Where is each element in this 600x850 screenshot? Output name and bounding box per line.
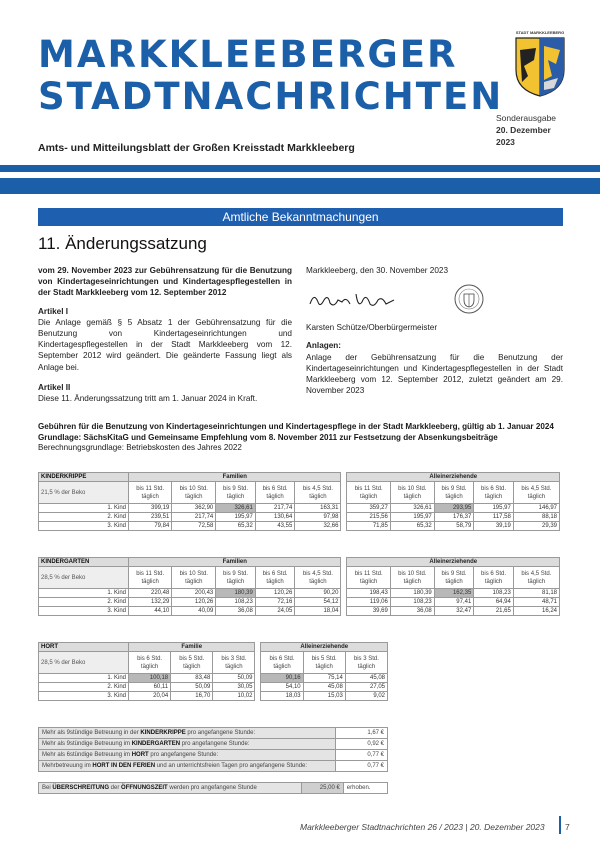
- place-date: Markkleeberg, den 30. November 2023: [306, 266, 448, 275]
- cell: 32,66: [295, 522, 341, 531]
- cell: 117,58: [474, 513, 514, 522]
- fee-table-kindergarten: [38, 557, 560, 616]
- signer-name: Karsten Schütze/Oberbürgermeister: [306, 323, 438, 333]
- col-header: bis 6 Std. täglich: [474, 567, 514, 589]
- cell: 195,97: [216, 513, 256, 522]
- cell: 359,27: [347, 504, 390, 513]
- cell: 326,61: [216, 504, 256, 513]
- cell: 48,71: [513, 598, 559, 607]
- cell: 29,39: [513, 522, 559, 531]
- cell: 100,18: [129, 674, 171, 683]
- table-row: [39, 683, 388, 692]
- cell: 27,05: [345, 683, 387, 692]
- cell: 36,08: [216, 607, 256, 616]
- row-label: 1. Kind: [39, 674, 129, 683]
- col-header: bis 5 Std. täglich: [171, 652, 213, 674]
- cell: 108,23: [390, 598, 434, 607]
- article-2-text: Diese 11. Änderungssatzung tritt am 1. Januar 2024 in Kraft.: [38, 394, 258, 404]
- cell: 146,97: [513, 504, 559, 513]
- cell: 90,16: [261, 674, 303, 683]
- col-header: bis 11 Std. täglich: [347, 482, 390, 504]
- cell: 162,35: [434, 589, 474, 598]
- left-column: [38, 265, 292, 404]
- row-label: 2. Kind: [39, 598, 129, 607]
- cell: 200,43: [172, 589, 216, 598]
- table-intro-line-3: Berechnungsgrundlage: Betriebskosten des Jahres 2022: [38, 443, 242, 453]
- col-header: bis 11 Std. täglich: [129, 567, 172, 589]
- extra-charge-value: 1,67 €: [336, 728, 388, 739]
- edition-info: [496, 112, 572, 148]
- extra-charge-value: 0,77 €: [336, 761, 388, 772]
- col-header: bis 3 Std. täglich: [213, 652, 255, 674]
- article-heading: 11. Änderungssatzung: [38, 234, 207, 253]
- row-label: 3. Kind: [39, 692, 129, 701]
- signature-row: [306, 284, 563, 320]
- hort-basis: 28,5 % der Beko: [39, 652, 129, 674]
- cell: 132,29: [129, 598, 172, 607]
- col-header: bis 4,5 Std. täglich: [513, 482, 559, 504]
- cell: 217,74: [172, 513, 216, 522]
- footer-text: Markkleeberger Stadtnachrichten 26 / 2023 | 20. Dezember 2023: [300, 822, 545, 832]
- cell: 215,56: [347, 513, 390, 522]
- table-intro: [38, 422, 563, 454]
- kindergarten-basis: 28,5 % der Beko: [39, 567, 129, 589]
- table-row: [39, 692, 388, 701]
- col-header: bis 9 Std. täglich: [434, 482, 474, 504]
- attachments-text: Anlage der Gebührensatzung für die Benutzung der Kindertageseinrichtungen und Kindertagespflegestellen in der Stadt Markkleeberg vom 12. September 2012, zuletzt geändert am 29. November 2023: [306, 352, 563, 396]
- table-row: [39, 522, 560, 531]
- cell: 399,19: [129, 504, 172, 513]
- extra-charge-text: Mehr als 6stündige Betreuung im HORT pro angefangene Stunde:: [39, 750, 336, 761]
- cell: 36,08: [390, 607, 434, 616]
- cell: 21,65: [474, 607, 514, 616]
- cell: 120,26: [172, 598, 216, 607]
- cell: 71,85: [347, 522, 390, 531]
- cell: 198,43: [347, 589, 390, 598]
- table-row: [39, 598, 560, 607]
- col-header: bis 10 Std. täglich: [390, 567, 434, 589]
- section-banner: Amtliche Bekanntmachungen: [38, 208, 563, 226]
- cell: 16,24: [513, 607, 559, 616]
- cell: 180,39: [216, 589, 256, 598]
- signature-icon: [308, 288, 398, 312]
- extra-charges-table: [38, 727, 388, 772]
- table-intro-line-2: Grundlage: SächsKitaG und Gemeinsame Empfehlung vom 8. November 2011 zur Festsetzung der Absenkungsbeiträge: [38, 432, 498, 442]
- cell: 65,32: [390, 522, 434, 531]
- col-header: bis 11 Std. täglich: [347, 567, 390, 589]
- row-label: 1. Kind: [39, 589, 129, 598]
- krippe-title: KINDERKRIPPE: [39, 473, 129, 482]
- col-header: bis 10 Std. täglich: [172, 482, 216, 504]
- article-1-text: Die Anlage gemäß § 5 Absatz 1 der Gebührensatzung für die Benutzung von Kindertageseinrichtungen und Kindertagespflegestellen in der Stadt Markkleeberg vom 12. September 2012 wird geändert. Die geänderte Fassung liegt als Anlage bei.: [38, 317, 292, 372]
- col-header: bis 6 Std. täglich: [255, 482, 295, 504]
- kindergarten-title: KINDERGARTEN: [39, 558, 129, 567]
- cell: 163,31: [295, 504, 341, 513]
- cell: 32,47: [434, 607, 474, 616]
- extra-charge-value: 0,77 €: [336, 750, 388, 761]
- krippe-group-single-parents: Alleinerziehende: [347, 473, 560, 482]
- article-2-title: Artikel II: [38, 382, 71, 392]
- cell: 180,39: [390, 589, 434, 598]
- table-row: [39, 589, 560, 598]
- cell: 9,02: [345, 692, 387, 701]
- cell: 45,08: [345, 674, 387, 683]
- cell: 108,23: [474, 589, 514, 598]
- table-row: [39, 607, 560, 616]
- cell: 39,19: [474, 522, 514, 531]
- lead-paragraph: vom 29. November 2023 zur Gebührensatzung für die Benutzung von Kindertageseinrichtungen und Kindertagespflegestellen in der Stadt Markkleeberg vom 12. September 2012: [38, 266, 292, 298]
- extra-charge-value: 0,92 €: [336, 739, 388, 750]
- krippe-basis: 21,5 % der Beko: [39, 482, 129, 504]
- attachments-title: Anlagen:: [306, 341, 342, 351]
- cell: 30,05: [213, 683, 255, 692]
- page-number: 7: [565, 822, 570, 832]
- cell: 120,26: [255, 589, 295, 598]
- cell: 79,84: [129, 522, 172, 531]
- cell: 54,10: [261, 683, 303, 692]
- col-header: bis 6 Std. täglich: [261, 652, 303, 674]
- hort-title: HORT: [39, 643, 129, 652]
- masthead-line-1: MARKKLEEBERGER: [38, 33, 458, 76]
- table-row: [39, 504, 560, 513]
- cell: 50,09: [171, 683, 213, 692]
- cell: 75,14: [303, 674, 345, 683]
- masthead-subtitle: Amts- und Mitteilungsblatt der Großen Kreisstadt Markkleeberg: [38, 142, 355, 154]
- cell: 10,02: [213, 692, 255, 701]
- coat-of-arms-icon: [514, 36, 566, 98]
- fee-table-hort: [38, 642, 388, 701]
- col-header: bis 9 Std. täglich: [216, 567, 256, 589]
- cell: 64,94: [474, 598, 514, 607]
- table-row: [39, 728, 388, 739]
- extra-charge-text: Mehr als 9stündige Betreuung in der KINDERKRIPPE pro angefangene Stunde:: [39, 728, 336, 739]
- table-row: [39, 750, 388, 761]
- cell: 18,03: [261, 692, 303, 701]
- cell: 72,58: [172, 522, 216, 531]
- cell: 176,37: [434, 513, 474, 522]
- overtime-suffix: erhoben.: [343, 783, 387, 794]
- cell: 293,95: [434, 504, 474, 513]
- cell: 18,04: [295, 607, 341, 616]
- col-header: bis 5 Std. täglich: [303, 652, 345, 674]
- col-header: bis 3 Std. täglich: [345, 652, 387, 674]
- cell: 97,41: [434, 598, 474, 607]
- overtime-value: 25,00 €: [301, 783, 343, 794]
- col-header: bis 4,5 Std. täglich: [513, 567, 559, 589]
- table-row: [39, 674, 388, 683]
- extra-charge-text: Mehrbetreuung im HORT IN DEN FERIEN und an unterrichtsfreien Tagen pro angefangene Stunde:: [39, 761, 336, 772]
- article-1-title: Artikel I: [38, 306, 69, 316]
- cell: 54,12: [295, 598, 341, 607]
- cell: 239,51: [129, 513, 172, 522]
- cell: 217,74: [255, 504, 295, 513]
- cell: 108,23: [216, 598, 256, 607]
- cell: 195,97: [474, 504, 514, 513]
- cell: 60,11: [129, 683, 171, 692]
- kindergarten-group-single-parents: Alleinerziehende: [347, 558, 560, 567]
- col-header: bis 9 Std. täglich: [434, 567, 474, 589]
- overtime-charge-table: [38, 782, 388, 794]
- row-label: 3. Kind: [39, 522, 129, 531]
- col-header: bis 4,5 Std. täglich: [295, 567, 341, 589]
- masthead-bar-thick: [0, 178, 600, 194]
- cell: 195,97: [390, 513, 434, 522]
- cell: 119,06: [347, 598, 390, 607]
- masthead: [38, 34, 503, 118]
- cell: 20,04: [129, 692, 171, 701]
- cell: 58,79: [434, 522, 474, 531]
- cell: 16,70: [171, 692, 213, 701]
- table-row: [39, 783, 388, 794]
- cell: 90,20: [295, 589, 341, 598]
- edition-label: Sonderausgabe: [496, 113, 557, 123]
- cell: 24,05: [255, 607, 295, 616]
- fee-table-krippe: [38, 472, 560, 531]
- edition-date: 20. Dezember 2023: [496, 125, 551, 147]
- table-row: [39, 761, 388, 772]
- cell: 39,69: [347, 607, 390, 616]
- col-header: bis 10 Std. täglich: [390, 482, 434, 504]
- cell: 72,16: [255, 598, 295, 607]
- crest-title: STADT MARKKLEEBERG: [515, 30, 565, 35]
- cell: 65,32: [216, 522, 256, 531]
- row-label: 3. Kind: [39, 607, 129, 616]
- row-label: 2. Kind: [39, 683, 129, 692]
- extra-charge-text: Mehr als 9stündige Betreuung im KINDERGARTEN pro angefangene Stunde:: [39, 739, 336, 750]
- footer-divider: [559, 816, 561, 834]
- right-column: [306, 265, 563, 396]
- col-header: bis 4,5 Std. täglich: [295, 482, 341, 504]
- cell: 40,09: [172, 607, 216, 616]
- cell: 45,08: [303, 683, 345, 692]
- row-label: 1. Kind: [39, 504, 129, 513]
- hort-group-family: Familie: [129, 643, 255, 652]
- overtime-text: Bei ÜBERSCHREITUNG der ÖFFNUNGSZEIT werden pro angefangene Stunde: [39, 783, 302, 794]
- col-header: bis 10 Std. täglich: [172, 567, 216, 589]
- cell: 43,55: [255, 522, 295, 531]
- kindergarten-group-families: Familien: [129, 558, 341, 567]
- cell: 83,48: [171, 674, 213, 683]
- table-row: [39, 739, 388, 750]
- col-header: bis 11 Std. täglich: [129, 482, 172, 504]
- cell: 220,48: [129, 589, 172, 598]
- col-header: bis 6 Std. täglich: [474, 482, 514, 504]
- cell: 130,64: [255, 513, 295, 522]
- table-row: [39, 513, 560, 522]
- masthead-line-2: STADTNACHRICHTEN: [38, 75, 504, 118]
- cell: 15,03: [303, 692, 345, 701]
- cell: 44,10: [129, 607, 172, 616]
- row-label: 2. Kind: [39, 513, 129, 522]
- cell: 81,18: [513, 589, 559, 598]
- krippe-group-families: Familien: [129, 473, 341, 482]
- col-header: bis 6 Std. täglich: [255, 567, 295, 589]
- hort-group-single-parents: Alleinerziehende: [261, 643, 388, 652]
- official-seal-icon: [454, 284, 484, 314]
- col-header: bis 9 Std. täglich: [216, 482, 256, 504]
- cell: 88,18: [513, 513, 559, 522]
- cell: 50,09: [213, 674, 255, 683]
- cell: 326,61: [390, 504, 434, 513]
- masthead-bar-thin: [0, 165, 600, 172]
- table-intro-line-1: Gebühren für die Benutzung von Kindertageseinrichtungen und Kindertagespflege in der Stadt Markkleeberg, gültig ab 1. Januar 2024: [38, 422, 554, 431]
- cell: 97,98: [295, 513, 341, 522]
- cell: 362,90: [172, 504, 216, 513]
- col-header: bis 6 Std. täglich: [129, 652, 171, 674]
